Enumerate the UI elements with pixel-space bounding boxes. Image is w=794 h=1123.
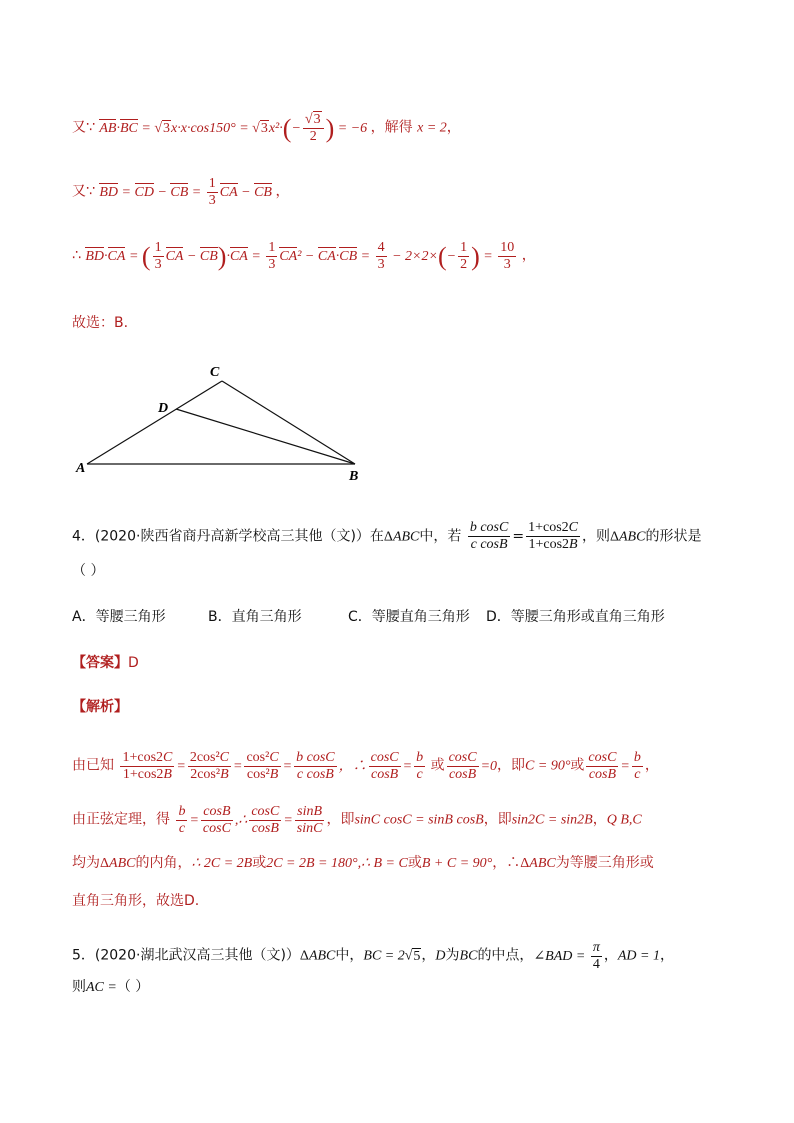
q4-analysis-tag: 【解析】 — [72, 699, 128, 715]
formula: BD·CA = ( $\frac{1}{3}$ CA − CB)·CA = $\frac{1}{3}$ CA² − CA·CB = $\frac{4}{3}$ − 2×2×(− $\frac{1}{2}$ ) = $\frac{10}{3}$ — [85, 240, 515, 272]
solution-line-2: 又∵ BD = CD − CB = $\frac{1}{3}$ CA − CB ， — [72, 176, 290, 208]
q4-option-c[interactable]: C．等腰直角三角形 — [348, 609, 470, 625]
solution-conclusion: 故选：B. — [72, 315, 129, 331]
triangle-figure — [70, 360, 390, 490]
q4-analysis-line-3: 均为ΔABC的内角，∴ 2C = 2B或2C = 2B = 180°,∴ B = C或B + C = 90°，∴ΔABC为等腰三角形或 — [72, 855, 654, 871]
label-d: D — [158, 401, 169, 416]
formula: BD = CD − CB = $\frac{1}{3}$ CA − CB — [99, 176, 272, 208]
label-c: C — [210, 365, 220, 380]
q4-option-b[interactable]: B．直角三角形 — [208, 609, 302, 625]
formula: AB·BC = √3x·x·cos150° = √3x²·(− $\frac{√3}{2}$ ) = −6 — [99, 112, 371, 144]
solution-line-3: ∴ BD·CA = ( $\frac{1}{3}$ CA − CB)·CA = $\frac{1}{3}$ CA² − CA·CB = $\frac{4}{3}$ − 2×2×(− $\frac{1}{2}$ ) = $\frac{10}{3}$ ， — [72, 240, 536, 272]
q4-analysis-line-4: 直角三角形，故选D. — [72, 893, 200, 909]
q5-stem-line-2: 则AC =（ ） — [72, 979, 150, 995]
q4-stem: 4．(2020·陕西省商丹高新学校高三其他（文)）在ΔABC中，若 $\frac{\text{b cosC}}{\text{c cosB}}$ = $\frac{1+\cos 2C}{1+\cos 2B}$ ，则ΔABC的形状是 — [72, 520, 702, 552]
label-b: B — [349, 469, 359, 484]
q4-paren: （ ） — [72, 563, 105, 579]
q4-option-a[interactable]: A．等腰三角形 — [72, 609, 166, 625]
q4-analysis-line-1: 由已知 $\frac{1+\cos 2C}{1+\cos 2B}$ = $\frac{\text{2cos²C}}{\text{2cos²B}}$ = $\frac{\text{cos²C}}{\text{cos²B}}$ = $\frac{\text{b cosC}}{\text{c cosB}}$ ，∴ $\frac{\cos C}{\cos B}$ = $\frac{b}{c}$ 或 $\frac{\cos C}{\cos B}$ =0，即C = 90°或 $\frac{\cos C}{\cos B}$ = $\frac{b}{c}$ ， — [72, 750, 659, 782]
q4-option-d[interactable]: D．等腰三角形或直角三角形 — [486, 609, 665, 625]
solution-line-1: 又∵ AB·BC = √3x·x·cos150° = √3x²·(− $\frac{√3}{2}$ ) = −6 ，解得 x = 2， — [72, 112, 461, 144]
q5-stem: 5．(2020·湖北武汉高三其他（文)）ΔABC中，BC = 2√5，D为BC的中点，∠BAD = $\frac{\pi}{4}$ ，AD = 1， — [72, 940, 674, 972]
q4-analysis-line-2: 由正弦定理，得 $\frac{b}{c}$ = $\frac{\cos B}{\cos C}$ ,∴ $\frac{\cos C}{\cos B}$ = $\frac{\sin B}{\sin C}$ ，即sinC cosC = sinB cosB，即sin2C = sin2B，Q B,C — [72, 804, 642, 836]
label-a: A — [76, 461, 86, 476]
q4-answer: 【答案】D — [72, 655, 139, 671]
